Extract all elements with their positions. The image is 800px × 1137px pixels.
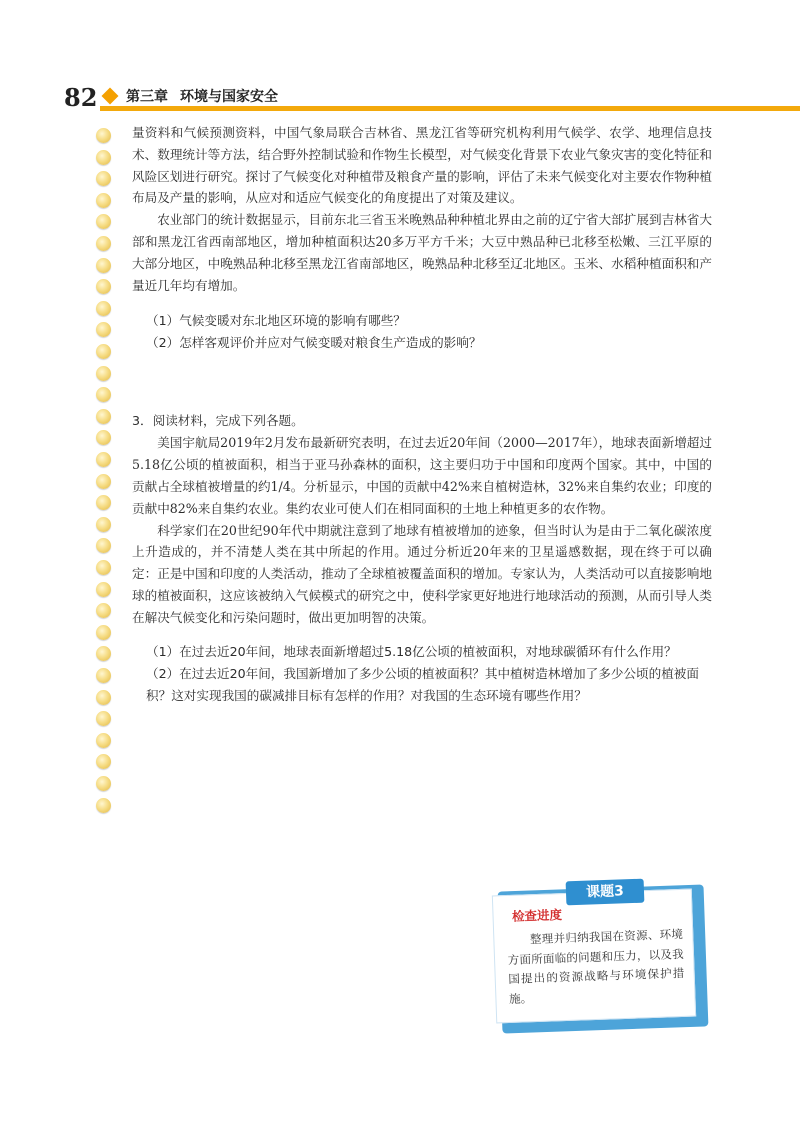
paragraph-agriculture-statistics: 农业部门的统计数据显示，目前东北三省玉米晚熟品种种植北界由之前的辽宁省大部扩展到吉林省大部和黑龙江省西南部地区，增加种植面积达20多万平方千米；大豆中熟品种已北移至松嫩、三江平原的大部分地区，中晚熟品种北移至黑龙江省南部地区，晚熟品种北移至辽北地区。玉米、水稻种植面积和产量近几年均有增加。 [132,212,712,293]
binder-ring [96,517,111,532]
question-3-1: （1）气候变暖对东北地区环境的影响有哪些？ [146,313,406,329]
question-4-2: （2）在过去近20年间，我国新增加了多少公顷的植被面积？其中植树造林增加了多少公顷的植被面积？这对实现我国的碳减排目标有怎样的作用？对我国的生态环境有哪些作用？ [146,665,699,703]
binder-ring [96,279,111,294]
binder-ring [96,214,111,229]
binder-ring [96,495,111,510]
chapter-heading [126,88,278,106]
binder-ring [96,560,111,575]
project-card [490,880,706,1030]
page-content [132,122,712,707]
chapter-label: 第三章 [126,89,168,105]
binder-ring [96,625,111,640]
paragraph-nasa-study: 美国宇航局2019年2月发布最新研究表明，在过去近20年间（2000—2017年），地球表面新增超过5.18亿公顷的植被面积，相当于亚马孙森林的面积，这主要归功于中国和印度两个国家。其中，中国的贡献占全球植被增量的约1/4。分析显示，中国的贡献中42%来自植树造林，32%来自集约农业；印度的贡献中82%来自集约农业。集约农业可使人们在相同面积的土地上种植更多的农作物。 [132,435,713,516]
binder-ring [96,344,111,359]
card-heading: 检查进度 [511,907,563,924]
diamond-icon [102,88,119,105]
binder-ring [96,798,111,813]
binder-ring [96,582,111,597]
binder-ring [96,776,111,791]
page-number: 82 [64,83,98,112]
binder-ring [96,646,111,661]
binder-ring [96,603,111,618]
binder-ring [96,171,111,186]
chapter-title: 环境与国家安全 [180,89,278,105]
paragraph-climate-data: 量资料和气候预测资料，中国气象局联合吉林省、黑龙江省等研究机构利用气候学、农学、地理信息技术、数理统计等方法，结合野外控制试验和作物生长模型，对气候变化背景下农业气象灾害的变化特征和风险区划进行研究。探讨了气候变化对种植带及粮食产量的影响，评估了未来气候变化对主要农作物种植布局及产量的影响，从应对和适应气候变化的角度提出了对策及建议。 [132,125,712,206]
binder-ring [96,668,111,683]
card-text: 整理并归纳我国在资源、环境方面所面临的问题和压力，以及我国提出的资源战略与环境保护措施。 [507,926,685,1006]
header-rule [100,106,800,111]
binder-ring [96,322,111,337]
question-4-1: （1）在过去近20年间，地球表面新增超过5.18亿公顷的植被面积，对地球碳循环有什么作用？ [146,643,677,659]
binder-ring [96,754,111,769]
binder-ring [96,366,111,381]
binder-ring [96,409,111,424]
binder-ring [96,690,111,705]
binder-ring [96,193,111,208]
binder-ring [96,733,111,748]
binder-ring [96,236,111,251]
binder-ring [96,430,111,445]
exercise-item-3: 3．阅读材料，完成下列各题。 [132,413,304,429]
binder-ring [96,150,111,165]
binder-ring [96,474,111,489]
binder-ring [96,258,111,273]
card-tab: 课题3 [566,879,645,906]
binder-ring [96,301,111,316]
paragraph-scientists: 科学家们在20世纪90年代中期就注意到了地球有植被增加的迹象，但当时认为是由于二氧化碳浓度上升造成的，并不清楚人类在其中所起的作用。通过分析近20年来的卫星遥感数据，现在终于可以确定：正是中国和印度的人类活动，推动了全球植被覆盖面积的增加。专家认为，人类活动可以直接影响地球的植被面积，这应该被纳入气候模式的研究之中，使科学家更好地进行地球活动的预测，从而引导人类在解决气候变化和污染问题时，做出更加明智的决策。 [132,522,712,625]
binder-ring [96,711,111,726]
binder-ring [96,538,111,553]
binder-ring [96,128,111,143]
binder-ring [96,452,111,467]
binder-ring [96,387,111,402]
question-3-2: （2）怎样客观评价并应对气候变暖对粮食生产造成的影响？ [146,335,482,351]
page-header [0,84,800,114]
